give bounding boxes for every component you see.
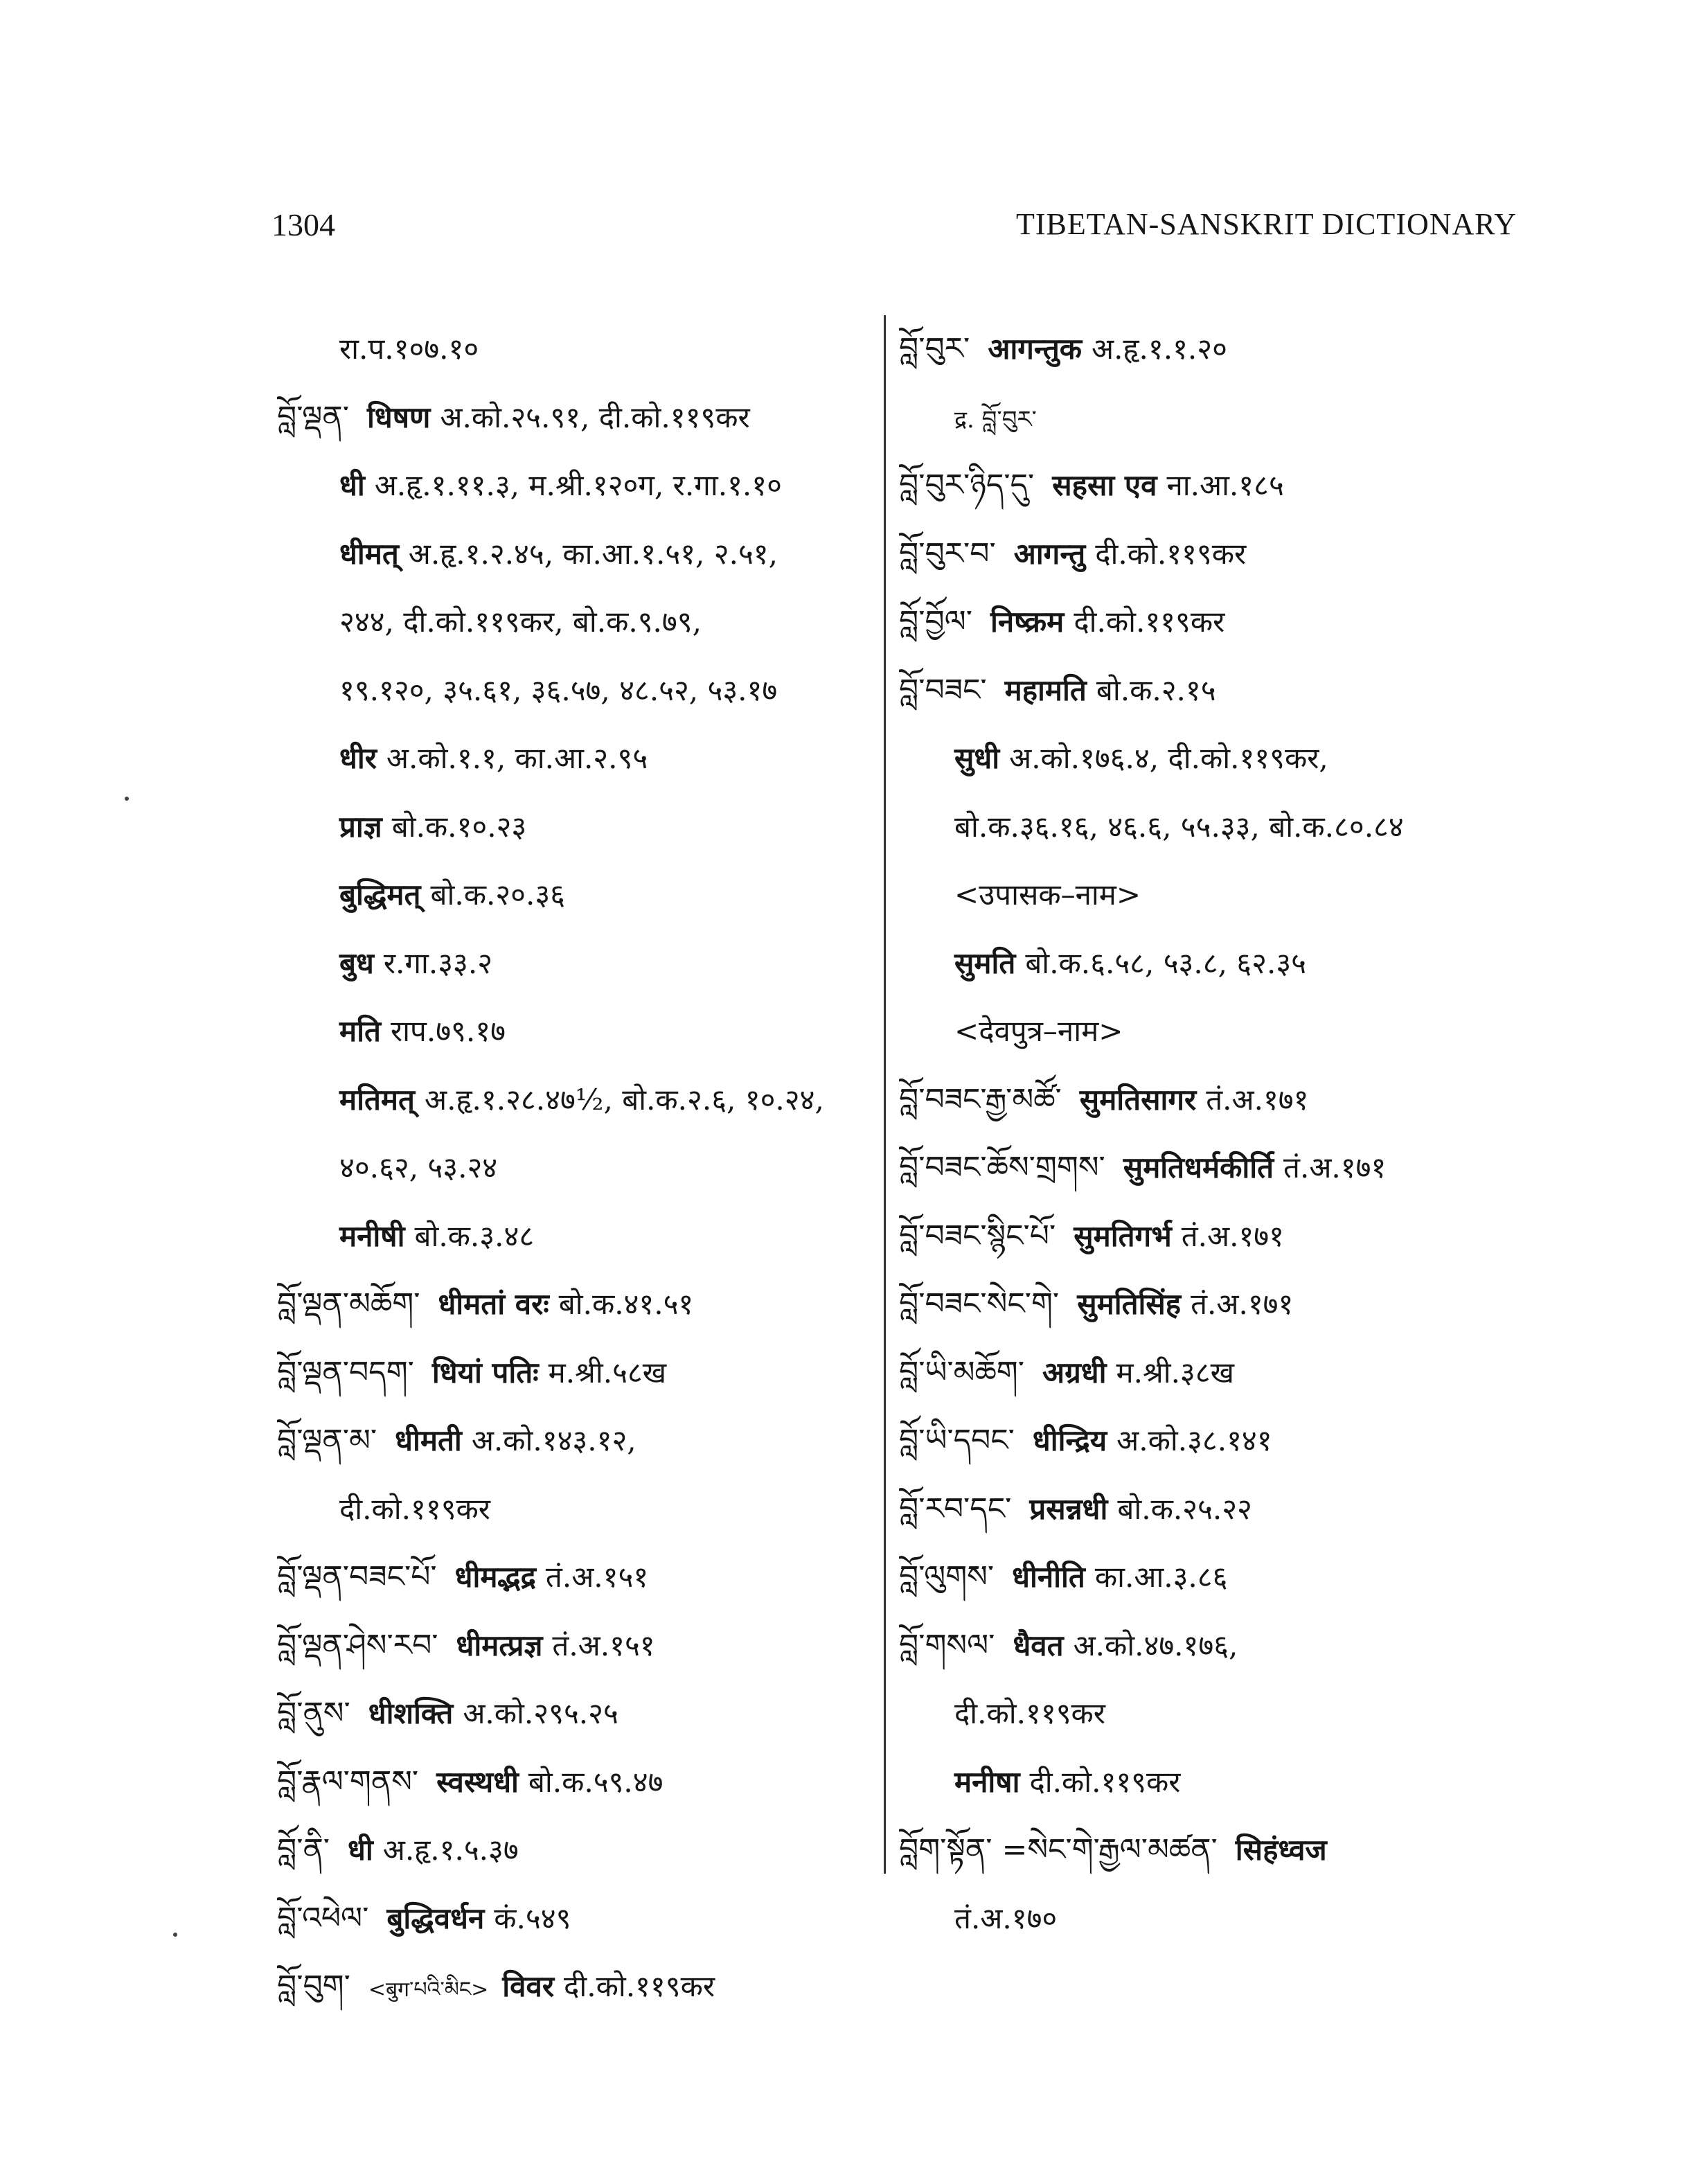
entry-line <box>277 861 887 930</box>
headword-line <box>899 1202 1522 1271</box>
source-reference: बो.क.५९.४७ <box>528 1764 664 1799</box>
source-reference: कं.५४९ <box>494 1901 571 1935</box>
headword-line <box>277 1270 887 1339</box>
source-reference: दी.को.११९कर <box>1074 605 1225 639</box>
source-reference: रा.प.१०७.१० <box>339 332 479 366</box>
entry-line <box>277 997 887 1066</box>
sanskrit-equivalent: धीर <box>339 741 377 775</box>
headword-line <box>899 657 1522 725</box>
entry-line <box>899 793 1522 862</box>
sanskrit-equivalent: धीन्द्रिय <box>1032 1423 1107 1457</box>
source-reference: तं.अ.१५१ <box>545 1560 649 1594</box>
running-head: TIBETAN-SANSKRIT DICTIONARY <box>1016 207 1517 241</box>
right-column <box>899 315 1522 1953</box>
sanskrit-equivalent: सुमति <box>954 945 1016 980</box>
source-reference: अ.को.१७६.४, दी.को.११९कर, <box>1009 741 1328 775</box>
entry-line <box>277 930 887 998</box>
source-reference: तं.अ.१७१ <box>1206 1082 1309 1117</box>
tibetan-headword: བློ་བཟང་སྙིང་པོ་ <box>899 1218 1056 1254</box>
headword-line <box>899 1816 1522 1885</box>
sanskrit-equivalent: धी <box>339 468 365 502</box>
stray-mark <box>125 797 129 801</box>
sanskrit-equivalent: स्वस्थधी <box>436 1764 519 1799</box>
sanskrit-equivalent: मतिमत् <box>339 1082 415 1117</box>
sanskrit-equivalent: धीमत्प्रज्ञ <box>456 1628 543 1662</box>
sanskrit-equivalent: सुमतिधर्मकीर्ति <box>1123 1151 1274 1184</box>
entry-line <box>899 997 1522 1066</box>
entry-line <box>277 1202 887 1271</box>
tibetan-headword: བློ་འཕེལ་ <box>277 1900 369 1936</box>
entry-line <box>899 861 1522 930</box>
tibetan-headword: བློ་ལྡན་མཆོག་ <box>277 1286 420 1322</box>
source-reference: म.श्री.५८ख <box>548 1355 667 1390</box>
entry-line <box>899 1885 1522 1953</box>
column-rule <box>884 315 886 1874</box>
entry-line <box>899 930 1522 998</box>
grammar-note: <बुग་པའི་མིང> <box>368 1978 489 2002</box>
sanskrit-equivalent: धीनीति <box>1012 1560 1085 1594</box>
source-reference: बो.क.२.१५ <box>1096 673 1216 707</box>
left-column <box>277 315 887 2021</box>
entry-line <box>277 1475 887 1544</box>
entry-line <box>277 520 887 589</box>
entry-line <box>899 384 1522 452</box>
source-reference: <देवपुत्र–नाम> <box>954 1014 1123 1048</box>
sanskrit-equivalent: धीमतां वरः <box>438 1287 549 1321</box>
source-reference: बो.क.६.५८, ५३.८, ६२.३५ <box>1025 945 1306 980</box>
tibetan-headword: བློ་བཟང་ <box>899 672 987 708</box>
headword-line <box>899 520 1522 589</box>
source-reference: २४४, दी.को.११९कर, बो.क.९.७९, <box>339 605 702 639</box>
headword-line <box>277 1816 887 1885</box>
sanskrit-equivalent: धीमत् <box>339 536 399 571</box>
source-reference: दी.को.११९कर <box>1095 536 1247 571</box>
source-reference: अ.को.३८.१४१ <box>1116 1423 1272 1457</box>
cross-reference: द्र. བློ་བུར་ <box>954 405 1037 434</box>
source-reference: <उपासक–नाम> <box>954 878 1141 912</box>
sanskrit-equivalent: सुधी <box>954 741 1000 775</box>
source-reference: तं.अ.१७१ <box>1181 1218 1284 1253</box>
sanskrit-equivalent: मनीषी <box>339 1218 405 1253</box>
source-reference: तं.अ.१७१ <box>1283 1151 1387 1184</box>
tibetan-headword: བློ་ལྡན་ཤེས་རབ་ <box>277 1627 438 1663</box>
entry-line <box>277 452 887 520</box>
headword-line <box>277 384 887 452</box>
sanskrit-equivalent: अग्रधी <box>1042 1355 1107 1390</box>
tibetan-headword: བློ་ཡི་དབང་ <box>899 1423 1015 1458</box>
tibetan-headword: བློ་ལྡན་བཟང་པོ་ <box>277 1559 437 1595</box>
entry-line <box>277 1066 887 1135</box>
source-reference: बो.क.३६.१६, ४६.६, ५५.३३, बो.क.८०.८४ <box>954 809 1404 844</box>
tibetan-headword: བློ་ནུས་ <box>277 1696 350 1731</box>
sanskrit-equivalent: आगन्तु <box>1013 536 1086 571</box>
entry-line <box>277 725 887 793</box>
tibetan-headword: བློག་སྟོན་ =སེང་གེ་རྒྱལ་མཚན་ <box>899 1832 1218 1867</box>
source-reference: दी.को.११९कर <box>339 1491 490 1526</box>
headword-line <box>277 1748 887 1817</box>
source-reference: दी.को.११९कर <box>564 1969 715 2003</box>
source-reference: का.आ.३.८६ <box>1094 1560 1228 1594</box>
tibetan-headword: བློ་བཟང་རྒྱ་མཚོ་ <box>899 1081 1062 1117</box>
sanskrit-equivalent: सुमतिगर्भ <box>1074 1218 1172 1253</box>
headword-line <box>899 588 1522 657</box>
source-reference: दी.को.११९कर <box>954 1696 1105 1730</box>
entry-line <box>899 725 1522 793</box>
headword-line <box>899 1270 1522 1339</box>
source-reference: तं.अ.१७० <box>954 1901 1058 1935</box>
headword-line <box>899 1543 1522 1612</box>
source-reference: अ.को.१४३.१२, <box>471 1423 636 1457</box>
tibetan-headword: བློ་བུར་ <box>899 331 970 366</box>
entry-line <box>277 657 887 725</box>
source-reference: तं.अ.१५१ <box>552 1628 655 1662</box>
tibetan-headword: བློ་ཡི་མཆོག་ <box>899 1354 1025 1390</box>
tibetan-headword: བློ་རྣལ་གནས་ <box>277 1764 419 1800</box>
headword-line <box>899 1134 1522 1202</box>
source-reference: अ.हृ.१.५.३७ <box>382 1833 519 1867</box>
headword-line <box>899 1612 1522 1680</box>
source-reference: बो.क.३.४८ <box>414 1218 535 1253</box>
headword-line <box>899 452 1522 520</box>
tibetan-headword: བློ་བཟང་ཆོས་གྲགས་ <box>899 1150 1105 1185</box>
sanskrit-equivalent: बुध <box>339 945 374 980</box>
headword-line <box>899 1339 1522 1408</box>
headword-line <box>277 1680 887 1748</box>
sanskrit-equivalent: बुद्धिमत् <box>339 878 421 912</box>
headword-line <box>277 1885 887 1953</box>
source-reference: १९.१२०, ३५.६१, ३६.५७, ४८.५२, ५३.१७ <box>339 673 778 707</box>
source-reference: बो.क.१०.२३ <box>391 809 527 844</box>
tibetan-headword: བློ་བྱོལ་ <box>899 604 972 639</box>
tibetan-headword: བློ་ལུགས་ <box>899 1559 995 1595</box>
sanskrit-equivalent: महामति <box>1004 673 1087 707</box>
stray-mark <box>173 1933 177 1937</box>
source-reference: बो.क.४१.५१ <box>558 1287 694 1321</box>
source-reference: तं.अ.१७१ <box>1191 1287 1294 1321</box>
entry-line <box>899 1748 1522 1817</box>
source-reference: ४०.६२, ५३.२४ <box>339 1151 498 1184</box>
sanskrit-equivalent: सिहंध्वज <box>1235 1833 1327 1867</box>
tibetan-headword: བློ་བུར་ཉིད་དུ་ <box>899 468 1035 503</box>
entry-line <box>277 1134 887 1202</box>
headword-line <box>899 1475 1522 1544</box>
tibetan-headword: བློ་བཟང་སེང་གེ་ <box>899 1286 1060 1322</box>
page-number: 1304 <box>271 207 335 242</box>
tibetan-headword: བློ་བུག་ <box>277 1969 350 2004</box>
sanskrit-equivalent: बुद्धिवर्धन <box>386 1901 485 1935</box>
headword-line <box>277 1953 887 2021</box>
sanskrit-equivalent: प्रसन्नधी <box>1029 1491 1108 1526</box>
sanskrit-equivalent: धीमद्भद्र <box>454 1560 536 1594</box>
source-reference: बो.क.२०.३६ <box>430 878 566 912</box>
source-reference: अ.को.४७.१७६, <box>1073 1628 1238 1662</box>
tibetan-headword: བློ་བུར་བ་ <box>899 535 996 571</box>
source-reference: बो.क.२५.२२ <box>1117 1491 1252 1526</box>
headword-line <box>899 1407 1522 1475</box>
entry-line <box>277 793 887 862</box>
headword-line <box>277 1339 887 1408</box>
entry-line <box>899 1680 1522 1748</box>
sanskrit-equivalent: धीमती <box>395 1423 462 1457</box>
sanskrit-equivalent: प्राज्ञ <box>339 809 382 844</box>
headword-line <box>899 315 1522 384</box>
entry-line <box>277 588 887 657</box>
source-reference: अ.हृ.१.१.२० <box>1092 332 1227 366</box>
tibetan-headword: བློ་གསལ་ <box>899 1627 995 1663</box>
sanskrit-equivalent: विवर <box>502 1969 555 2003</box>
headword-line <box>277 1543 887 1612</box>
sanskrit-equivalent: मति <box>339 1014 381 1048</box>
sanskrit-equivalent: निष्क्रम <box>990 605 1065 639</box>
sanskrit-equivalent: धी <box>348 1833 373 1867</box>
sanskrit-equivalent: धीशक्ति <box>368 1696 454 1730</box>
tibetan-headword: བློ་ནི་ <box>277 1832 330 1867</box>
source-reference: अ.हृ.१.११.३, म.श्री.१२०ग, र.गा.१.१० <box>374 468 782 502</box>
source-reference: म.श्री.३८ख <box>1116 1355 1234 1390</box>
tibetan-headword: བློ་ལྡན་ <box>277 399 350 435</box>
sanskrit-equivalent: सुमतिसागर <box>1079 1082 1197 1117</box>
headword-line <box>277 1407 887 1475</box>
sanskrit-equivalent: सुमतिसिंह <box>1077 1287 1182 1321</box>
source-reference: र.गा.३३.२ <box>383 945 493 980</box>
source-reference: ना.आ.१८५ <box>1166 468 1284 502</box>
source-reference: अ.हृ.१.२८.४७½, बो.क.२.६, १०.२४, <box>425 1082 824 1117</box>
sanskrit-equivalent: धिषण <box>367 400 431 434</box>
source-reference: राप.७९.१७ <box>390 1014 506 1048</box>
source-reference: अ.को.१.१, का.आ.२.९५ <box>386 741 648 775</box>
sanskrit-equivalent: सहसा एव <box>1052 468 1157 502</box>
source-reference: अ.को.२५.९१, दी.को.११९कर <box>440 400 750 434</box>
source-reference: अ.हृ.१.२.४५, का.आ.१.५१, २.५१, <box>408 536 778 571</box>
tibetan-headword: བློ་ལྡན་བདག་ <box>277 1354 414 1390</box>
source-reference: अ.को.२९५.२५ <box>463 1696 618 1730</box>
headword-line <box>277 1612 887 1680</box>
source-reference: दी.को.११९कर <box>1029 1764 1181 1799</box>
tibetan-headword: བློ་ལྡན་མ་ <box>277 1423 377 1458</box>
headword-line <box>899 1066 1522 1135</box>
sanskrit-equivalent: मनीषा <box>954 1764 1020 1799</box>
sanskrit-equivalent: आगन्तुक <box>988 332 1083 366</box>
sanskrit-equivalent: धैवत <box>1013 1628 1064 1662</box>
tibetan-headword: བློ་རབ་དང་ <box>899 1491 1012 1527</box>
entry-line <box>277 315 887 384</box>
sanskrit-equivalent: धियां पतिः <box>431 1355 539 1390</box>
